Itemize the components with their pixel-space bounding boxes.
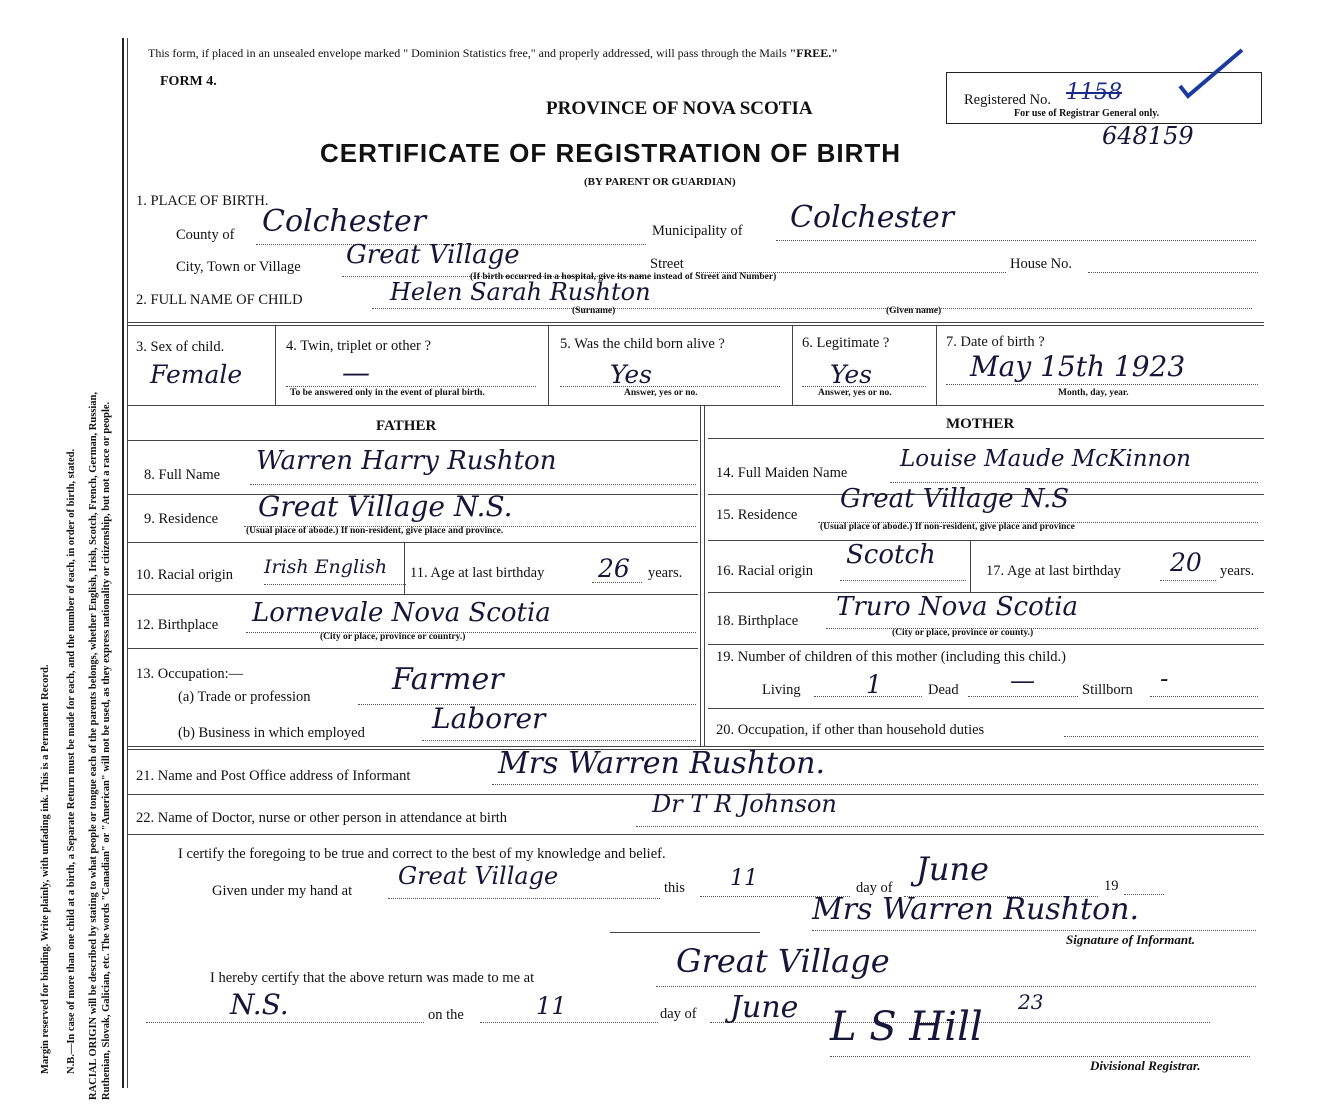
margin-nb-note: N.B.—In case of more than one child at a birth, a Separate Return must be made for each, and the number of each, in order of birth, stated. [66, 448, 77, 1074]
occupation-label: 13. Occupation:— [136, 666, 244, 682]
father-name-value: Warren Harry Rushton [256, 446, 557, 476]
father-age-value: 26 [598, 554, 630, 583]
given-place: Great Village [398, 862, 559, 890]
mail-free-text: "FREE." [789, 46, 838, 60]
twin-label: 4. Twin, triplet or other ? [286, 338, 431, 354]
father-birthplace-value: Lornevale Nova Scotia [252, 598, 551, 628]
mother-racial-value: Scotch [846, 540, 936, 570]
twin-note: To be answered only in the event of plural birth. [290, 388, 485, 398]
mother-heading: MOTHER [946, 416, 1015, 432]
mother-birthplace-note: (City or place, province or county.) [892, 628, 1034, 638]
father-heading: FATHER [376, 418, 437, 434]
father-birthplace-label: 12. Birthplace [136, 617, 219, 633]
sex-label: 3. Sex of child. [136, 339, 225, 355]
given-name-note: (Given name) [886, 306, 942, 316]
registrar-signature: L S Hill [830, 1004, 983, 1050]
informant-value: Mrs Warren Rushton. [498, 746, 825, 781]
dead-value: — [1010, 666, 1035, 695]
this-label: this [664, 880, 685, 896]
legitimate-note: Answer, yes or no. [818, 388, 892, 398]
hereby-label: I hereby certify that the above return was made to me at [210, 970, 535, 986]
on-the-label: on the [428, 1007, 464, 1023]
alive-value: Yes [610, 360, 652, 389]
twin-value: — [342, 356, 370, 389]
legitimate-label: 6. Legitimate ? [802, 335, 890, 351]
mother-age-label: 17. Age at last birthday [986, 563, 1121, 579]
informant-label: 21. Name and Post Office address of Informant [136, 768, 411, 784]
alive-note: Answer, yes or no. [624, 388, 698, 398]
business-value: Laborer [432, 702, 546, 735]
place-of-birth-label: 1. PLACE OF BIRTH. [136, 193, 269, 209]
father-residence-value: Great Village N.S. [258, 490, 513, 523]
divisional-registrar-label: Divisional Registrar. [1090, 1058, 1201, 1073]
given-label: Given under my hand at [212, 883, 353, 899]
surname-note: (Surname) [572, 306, 616, 316]
hospital-note: (If birth occurred in a hospital, give its name instead of Street and Number) [470, 272, 777, 282]
mail-notice [148, 46, 838, 61]
city-label: City, Town or Village [176, 259, 301, 275]
dead-label: Dead [928, 682, 959, 698]
father-name-label: 8. Full Name [144, 467, 221, 483]
mother-name-value: Louise Maude McKinnon [900, 446, 1191, 472]
registered-label: Registered No. [964, 92, 1051, 108]
mother-abode-note: (Usual place of abode.) If non-resident, give place and province [820, 522, 1075, 532]
stillborn-label: Stillborn [1082, 682, 1133, 698]
mother-birthplace-label: 18. Birthplace [716, 613, 799, 629]
stillborn-value: - [1160, 664, 1169, 693]
father-birthplace-note: (City or place, province or country.) [320, 632, 466, 642]
living-value: 1 [866, 670, 882, 699]
business-label: (b) Business in which employed [178, 725, 365, 741]
trade-value: Farmer [392, 662, 504, 697]
margin-racial-note-2: Ruthenian, Slovak, Galician, etc. The words "Canadian" or "American" will not be used, as they express nationality or citizenship, but not a race or people. [101, 401, 112, 1100]
binding-line [122, 38, 124, 1088]
legitimate-value: Yes [830, 360, 872, 389]
mother-age-value: 20 [1170, 548, 1202, 577]
mother-residence-value: Great Village N.S [840, 484, 1070, 514]
day-of-label: day of [856, 880, 893, 896]
page-subtitle: (BY PARENT OR GUARDIAN) [584, 176, 736, 188]
municipality-label: Municipality of [652, 223, 743, 239]
mail-notice-text: This form, if placed in an unsealed envelope marked " Dominion Statistics free," and properly addressed, will pass through the Mails [148, 46, 787, 60]
year-prefix: 19 [1104, 878, 1119, 894]
mother-years-label: years. [1220, 563, 1255, 579]
alive-label: 5. Was the child born alive ? [560, 336, 725, 352]
mother-birthplace-value: Truro Nova Scotia [836, 592, 1079, 622]
father-abode-note: (Usual place of abode.) If non-resident, give place and province. [246, 526, 504, 536]
city-value: Great Village [346, 240, 520, 270]
child-name-label: 2. FULL NAME OF CHILD [136, 292, 303, 308]
form-number: FORM 4. [160, 74, 217, 89]
doctor-value: Dr T R Johnson [652, 790, 837, 818]
given-month: June [916, 850, 989, 888]
sex-value: Female [150, 360, 243, 389]
father-residence-label: 9. Residence [144, 511, 219, 527]
father-years-label: years. [648, 565, 683, 581]
county-label: County of [176, 227, 235, 243]
house-label: House No. [1010, 256, 1073, 272]
registrar-note: For use of Registrar General only. [1014, 108, 1160, 119]
certify-statement: I certify the foregoing to be true and correct to the best of my knowledge and belief. [178, 846, 666, 862]
given-day: 11 [730, 866, 758, 891]
margin-binding-note: Margin reserved for binding. Write plainly, with unfading ink. This is a Permanent Record. [40, 664, 51, 1074]
father-age-label: 11. Age at last birthday [410, 565, 545, 581]
mother-name-label: 14. Full Maiden Name [716, 465, 848, 481]
father-racial-label: 10. Racial origin [136, 567, 234, 583]
dob-value: May 15th 1923 [970, 350, 1186, 383]
binding-line-inner [127, 38, 128, 1088]
father-racial-value: Irish English [264, 556, 388, 578]
return-day: 11 [536, 992, 567, 1020]
return-day-of-label: day of [660, 1006, 697, 1022]
mother-occupation-label: 20. Occupation, if other than household duties [716, 722, 985, 738]
mother-residence-label: 15. Residence [716, 507, 798, 523]
signature-of-informant-label: Signature of Informant. [1066, 932, 1195, 947]
dob-label: 7. Date of birth ? [946, 334, 1045, 350]
margin-racial-note-1: RACIAL ORIGIN will be described by stating to what people or tongue each of the parents belongs, whether English, Irish, Scotch, French, German, Russian, [88, 391, 99, 1100]
informant-signature: Mrs Warren Rushton. [812, 892, 1139, 927]
mother-racial-label: 16. Racial origin [716, 563, 814, 579]
return-place: Great Village [676, 942, 890, 980]
dob-note: Month, day, year. [1058, 388, 1129, 398]
return-year: 23 [1018, 990, 1044, 1014]
checkmark-icon [1170, 44, 1250, 104]
county-value: Colchester [262, 204, 427, 239]
street-label: Street [650, 256, 684, 272]
municipality-value: Colchester [790, 200, 955, 235]
doctor-label: 22. Name of Doctor, nurse or other person in attendance at birth [136, 810, 508, 826]
province-heading: PROVINCE OF NOVA SCOTIA [546, 98, 813, 119]
registration-number: 648159 [1102, 122, 1194, 150]
page-title: CERTIFICATE OF REGISTRATION OF BIRTH [320, 138, 902, 168]
return-month: June [730, 990, 799, 1025]
return-province: N.S. [230, 988, 289, 1021]
children-count-label: 19. Number of children of this mother (including this child.) [716, 649, 1066, 665]
living-label: Living [762, 682, 801, 698]
child-name-value: Helen Sarah Rushton [390, 278, 651, 306]
registered-value: 1158 [1066, 80, 1122, 105]
trade-label: (a) Trade or profession [178, 689, 311, 705]
